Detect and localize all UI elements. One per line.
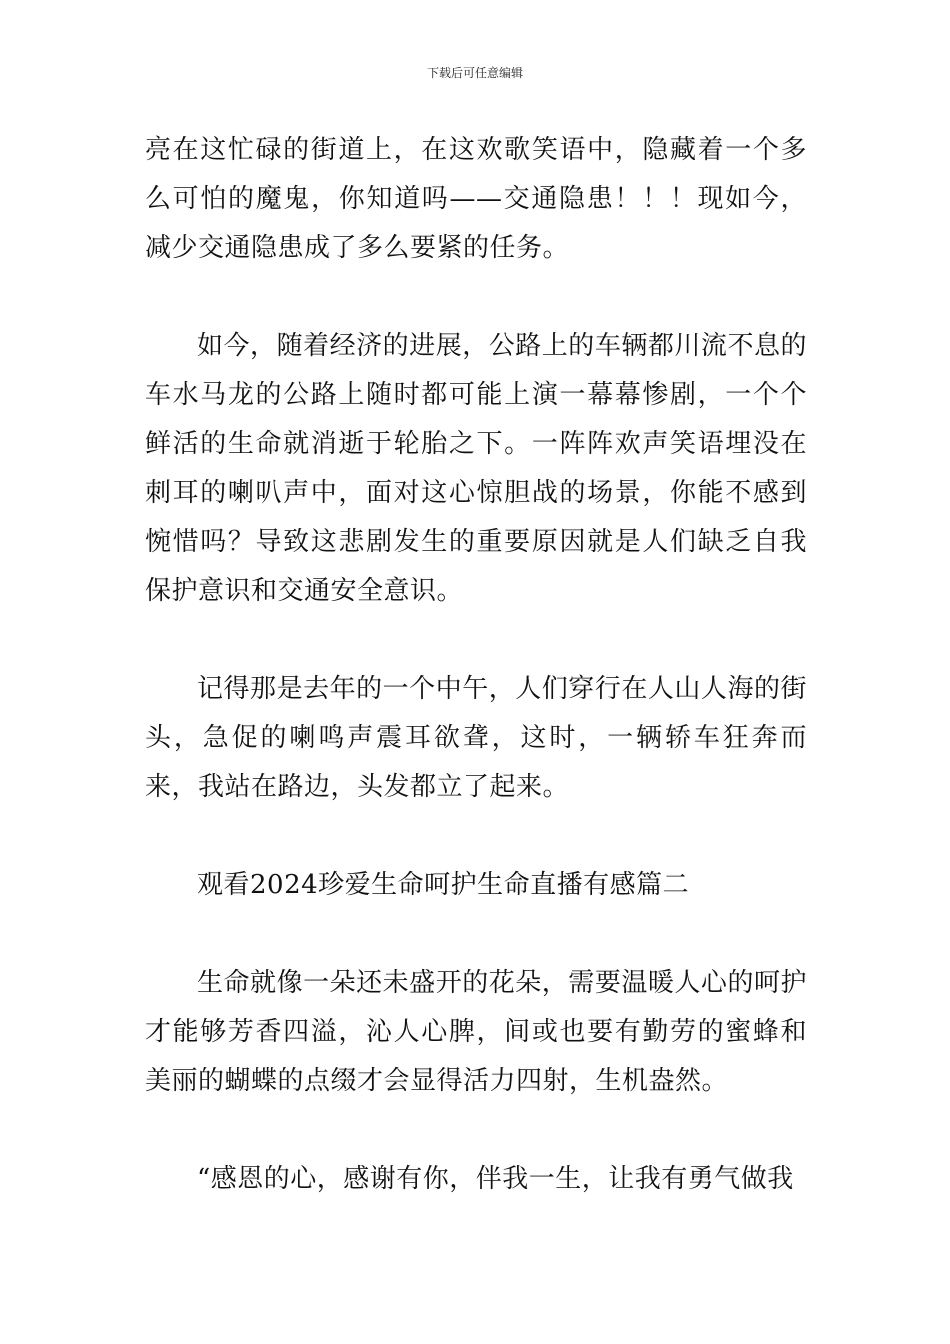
document-body: [145, 126, 807, 1253]
paragraph: 如今，随着经济的进展，公路上的车辆都川流不息的车水马龙的公路上随时都可能上演一幕幕惨剧，一个个鲜活的生命就消逝于轮胎之下。一阵阵欢声笑语埋没在刺耳的喇叭声中，面对这心惊胆战的场景，你能不感到惋惜吗？导致这悲剧发生的重要原因就是人们缺乏自我保护意识和交通安全意识。: [145, 331, 807, 606]
paragraph-continuation: 亮在这忙碌的街道上，在这欢歌笑语中，隐藏着一个多么可怕的魔鬼，你知道吗——交通隐患！！！现如今，减少交通隐患成了多么要紧的任务。: [145, 135, 807, 263]
page-header-note: 下载后可任意编辑: [426, 66, 523, 80]
section-heading: 观看2024珍爱生命呵护生命直播有感篇二: [197, 870, 690, 900]
paragraph: 生命就像一朵还未盛开的花朵，需要温暖人心的呵护才能够芳香四溢，沁人心脾，间或也要有勤劳的蜜蜂和美丽的蝴蝶的点缀才会显得活力四射，生机盎然。: [145, 968, 807, 1096]
paragraph: 记得那是去年的一个中午，人们穿行在人山人海的街头，急促的喇鸣声震耳欲聋，这时，一辆轿车狂奔而来，我站在路边，头发都立了起来。: [145, 674, 807, 802]
paragraph: “感恩的心，感谢有你，伴我一生，让我有勇气做我: [197, 1164, 794, 1194]
